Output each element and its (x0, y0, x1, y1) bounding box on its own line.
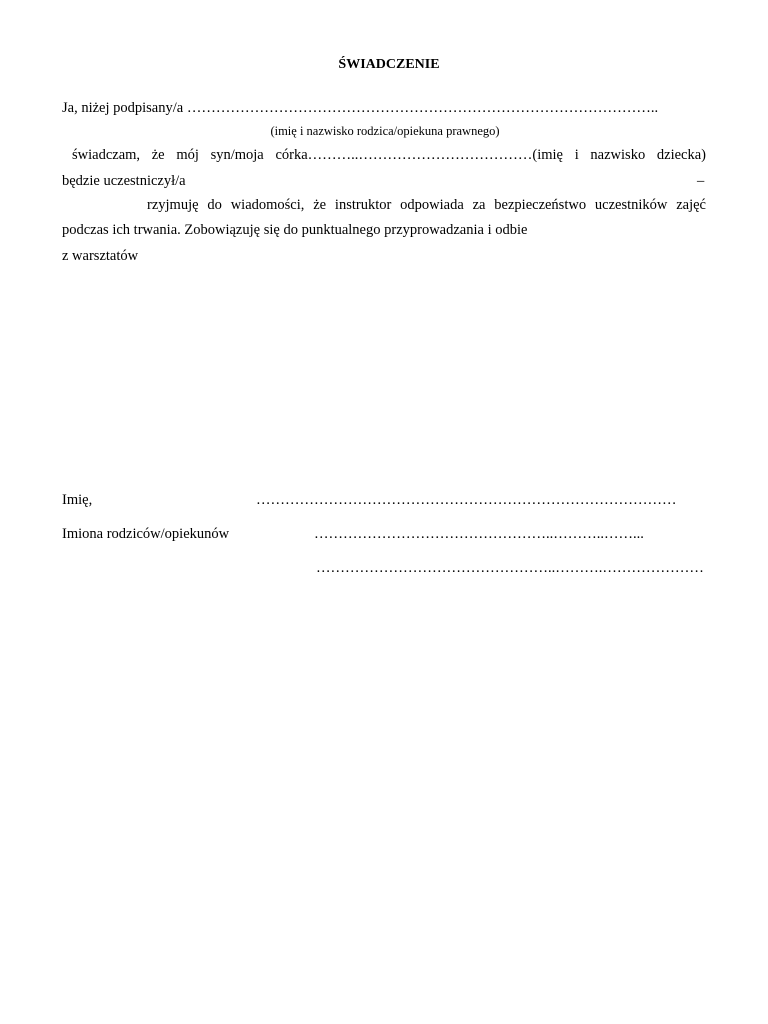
declarant-name-field[interactable]: …………………………………………………………………………………….. (186, 100, 659, 116)
parents-field[interactable]: …………………………………………..………..……... (314, 526, 644, 542)
document-title: ŚWIADCZENIE (338, 57, 440, 72)
name-field[interactable]: …………………………………………………………………………… (256, 492, 677, 508)
child-declaration-line: świadczam, że mój syn/moja córka………..………………………………(imię i nazwisko dziecka) (72, 147, 706, 163)
responsibility-line: rzyjmuję do wiadomości, że instruktor odpowiada za bezpieczeństwo uczestników zajęć (147, 197, 706, 213)
participant-dash: – (697, 173, 705, 189)
name-label: Imię, (62, 492, 93, 508)
parents-field-2[interactable]: …………………………………………..……….………………… (316, 560, 704, 576)
workshop-line: z warsztatów (62, 248, 139, 264)
parents-label: Imiona rodziców/opiekunów (62, 526, 230, 542)
declarant-caption: (imię i nazwisko rodzica/opiekuna prawnego) (270, 124, 500, 138)
declarant-line (62, 100, 658, 117)
obligation-line: podczas ich trwania. Zobowiązuję się do punktualnego przyprowadzania i odbie (62, 222, 528, 238)
participant-label: będzie uczestniczył/a (62, 173, 186, 189)
declarant-label: Ja, niżej podpisany/a (62, 100, 184, 116)
